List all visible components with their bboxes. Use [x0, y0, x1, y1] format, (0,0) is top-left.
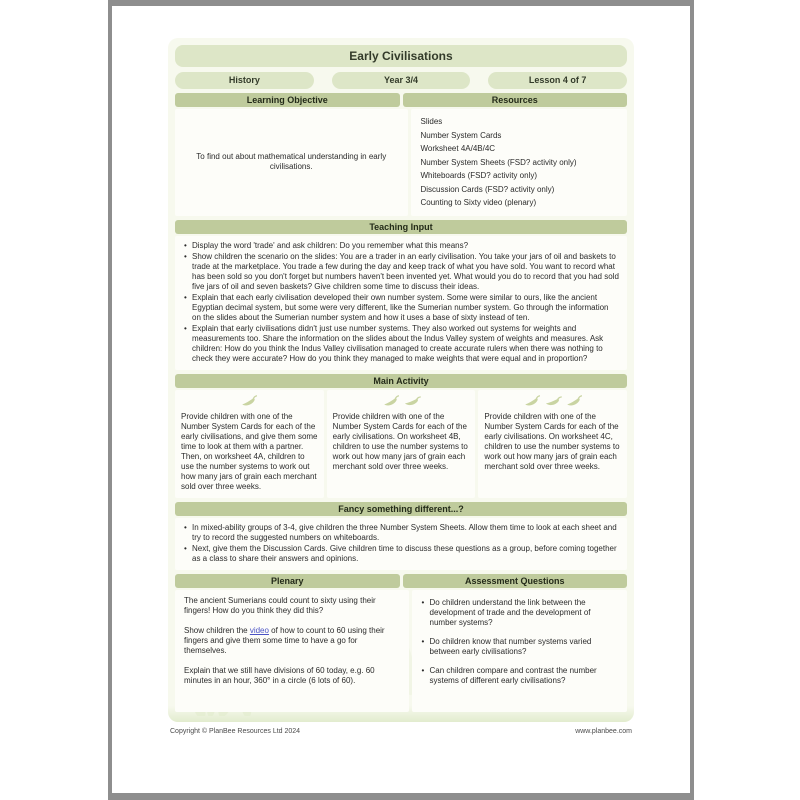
assessment-question: • Do children understand the link between the development of trade and the development of number systems? — [421, 598, 619, 628]
difficulty-level-3 — [484, 393, 621, 412]
resource-item: Slides — [420, 117, 443, 126]
chilli-icon — [566, 394, 582, 410]
fancy-something-different-list — [175, 518, 627, 570]
main-activity-text: Provide children with one of the Number System Cards for each of the early civilisations. On worksheet 4B, children to use the number systems to work out how many jars of grain each merchant sold over three weeks. — [332, 411, 468, 471]
page-footer — [170, 728, 632, 735]
main-activity-column-3 — [478, 390, 627, 498]
document-page — [108, 0, 694, 800]
objective-resources-row — [175, 109, 627, 216]
copyright-text: Copyright © PlanBee Resources Ltd 2024 — [170, 727, 301, 735]
resource-item: Counting to Sixty video (plenary) — [420, 198, 537, 207]
chilli-icon — [241, 394, 257, 410]
resource-item: Number System Cards — [420, 130, 502, 140]
objective-resources-headers — [175, 93, 627, 107]
difficulty-level-2 — [333, 393, 470, 412]
video-link[interactable]: video — [249, 625, 269, 635]
main-activity-text: Provide children with one of the Number System Cards for each of the early civilisations. On worksheet 4C, children to use the number systems to work out how many jars of grain each merchant sold over three weeks. — [484, 411, 620, 471]
chilli-icon — [402, 393, 420, 411]
fsd-bullet: • In mixed-ability groups of 3-4, give children the three Number System Sheets. Allow them time to look at each sheet and try to record the suggested numbers on whiteboards. — [183, 523, 619, 543]
chilli-icon — [524, 394, 540, 410]
website-text: www.planbee.com — [575, 727, 632, 735]
difficulty-level-1 — [181, 393, 318, 412]
lesson-plan-card — [168, 38, 634, 722]
main-activity-header: Main Activity — [175, 374, 627, 388]
plenary-assessment-row — [175, 590, 627, 712]
lesson-badge: Lesson 4 of 7 — [488, 72, 627, 89]
main-activity-column-2 — [327, 390, 476, 498]
plenary-text: Show children the — [184, 625, 250, 635]
plenary-assessment-headers — [175, 574, 627, 588]
teaching-input-list — [175, 236, 627, 370]
main-activity-text: Provide children with one of the Number System Cards for each of the early civilisations, and give them some time to look at them with a partner. Then, on worksheet 4A, children to use the number systems to work out how many jars of grain each merchant sold over three weeks. — [181, 411, 318, 491]
plenary-paragraph: The ancient Sumerians could count to sixty using their fingers! How do you think they did this? — [184, 595, 376, 615]
teaching-input-bullet: • Display the word 'trade' and ask children: Do you remember what this means? — [183, 241, 619, 251]
resource-item: Worksheet 4A/4B/4C — [420, 144, 496, 153]
fsd-bullet: • Next, give them the Discussion Cards. Give children time to discuss these questions as a group, before coming together as a class to share their answers and opinions. — [183, 544, 619, 564]
plenary-paragraph — [184, 626, 400, 656]
resource-item: Number System Sheets (FSD? activity only) — [420, 157, 577, 167]
badge-row — [175, 72, 627, 89]
assessment-questions-content — [412, 590, 628, 712]
resource-item: Whiteboards (FSD? activity only) — [420, 171, 537, 180]
resources-header: Resources — [403, 93, 628, 107]
assessment-question: • Can children compare and contrast the number systems of different early civilisations? — [421, 666, 619, 686]
plenary-header: Plenary — [175, 574, 400, 588]
learning-objective-text: To find out about mathematical understanding in early civilisations. — [175, 109, 408, 216]
assessment-questions-list — [412, 590, 628, 694]
chilli-icon — [383, 394, 399, 410]
learning-objective-header: Learning Objective — [175, 93, 400, 107]
plenary-text: of how to count to 60 using their fingers and give them some time to have a go for themselves. — [184, 625, 385, 655]
year-badge: Year 3/4 — [332, 72, 471, 89]
teaching-input-bullet: • Explain that each early civilisation developed their own number system. Some were similar to ours, like the ancient Egyptian decimal system, but some were very different, like the Sumerian number system. Go through the information on the slides about the Sumerian number system and how it uses a base of sixty instead of ten. — [183, 293, 619, 323]
resource-item: Discussion Cards (FSD? activity only) — [420, 184, 555, 194]
resources-list — [411, 109, 628, 216]
main-activity-columns — [175, 390, 627, 498]
subject-badge: History — [175, 72, 314, 89]
teaching-input-header: Teaching Input — [175, 220, 627, 234]
teaching-input-bullet: • Explain that early civilisations didn't just use number systems. They also worked out systems for weights and measurements too. Share the information on the slides about the Indus Valley system of weights and measures. Ask children: How do you think the Indus Valley civilisation managed to create accurate rulers when there was nothing to check they were accurate? How do you think they managed to make weights that were equal and in proportion? — [183, 324, 619, 364]
page-title: Early Civilisations — [175, 45, 627, 67]
main-activity-column-1 — [175, 390, 324, 498]
plenary-paragraph: Explain that we still have divisions of 60 today, e.g. 60 minutes in an hour, 360° in a circle (6 lots of 60). — [184, 665, 375, 685]
teaching-input-bullet: • Show children the scenario on the slides: You are a trader in an early civilisation. You take your jars of oil and baskets to trade at the marketplace. You trade a few during the day and keep track of what you have sold. You want to record what has been sold so you don't forget but numbers haven't been invented yet. What would you do to record that you had sold five jars of oil and seven baskets? Give children some time to discuss their ideas. — [183, 252, 619, 292]
assessment-questions-header: Assessment Questions — [403, 574, 628, 588]
plenary-content — [175, 590, 409, 712]
fancy-something-different-header: Fancy something different...? — [175, 502, 627, 516]
fancy-something-different-box — [175, 518, 627, 570]
teaching-input-box — [175, 236, 627, 370]
assessment-question: • Do children know that number systems varied between early civilisations? — [421, 637, 619, 657]
chilli-icon — [544, 393, 562, 411]
